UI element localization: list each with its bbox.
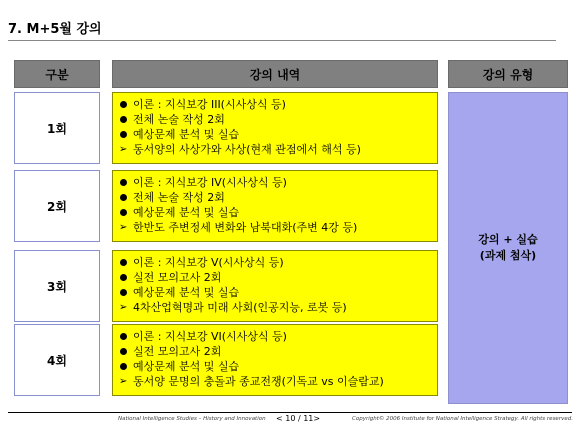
list-item — [119, 205, 431, 220]
item-text: 실전 모의고사 2회 — [133, 345, 222, 358]
header-lecture-content: 강의 내역 — [112, 60, 438, 88]
bullet-icon — [119, 359, 133, 374]
lecture-type-text: 강의 + 실습 — [478, 233, 538, 246]
list-item — [119, 190, 431, 205]
bullet-icon — [119, 112, 133, 127]
list-item — [119, 374, 431, 389]
item-text: 동서양의 사상가와 사상(현재 관점에서 해석 등) — [133, 143, 361, 156]
list-item — [119, 285, 431, 300]
list-item — [119, 329, 431, 344]
list-item — [119, 112, 431, 127]
title-divider — [8, 40, 556, 41]
bullet-icon — [119, 285, 133, 300]
arrow-bullet-icon: ➢ — [119, 376, 128, 387]
footer-copyright: Copyright© 2006 Institute for National Intelligence Strategy. All rights reserved. — [352, 416, 573, 422]
bullet-icon — [119, 97, 133, 112]
page-number: < 10 / 11> — [276, 414, 321, 423]
bullet-icon — [119, 344, 133, 359]
slide-title: 7. M+5월 강의 — [8, 22, 102, 37]
lecture-type-cell — [448, 92, 568, 404]
arrow-bullet-icon: ➢ — [119, 144, 128, 155]
list-item — [119, 220, 431, 235]
list-item — [119, 142, 431, 157]
session-label: 4회 — [14, 324, 100, 396]
session-content — [112, 250, 438, 322]
bullet-icon — [119, 270, 133, 285]
arrow-bullet-icon: ➢ — [119, 222, 128, 233]
footer-divider — [8, 412, 572, 413]
list-item — [119, 359, 431, 374]
arrow-bullet-icon: ➢ — [119, 302, 128, 313]
header-category: 구분 — [14, 60, 100, 88]
item-text: 전체 논술 작성 2회 — [133, 113, 225, 126]
bullet-icon — [119, 127, 133, 142]
item-text: 전체 논술 작성 2회 — [133, 191, 225, 204]
list-item — [119, 175, 431, 190]
item-text: 예상문제 분석 및 실습 — [133, 286, 240, 299]
bullet-icon — [119, 255, 133, 270]
session-label: 3회 — [14, 250, 100, 322]
footer-course-name: National Intelligence Studies – History and Innovation — [118, 416, 266, 422]
item-text: 한반도 주변정세 변화와 남북대화(주변 4강 등) — [133, 221, 358, 234]
session-content — [112, 170, 438, 242]
header-lecture-type: 강의 유형 — [448, 60, 568, 88]
list-item — [119, 127, 431, 142]
list-item — [119, 344, 431, 359]
item-text: 이론 : 지식보강 V(시사상식 등) — [133, 256, 284, 269]
item-text: 예상문제 분석 및 실습 — [133, 128, 240, 141]
item-text: 4차산업혁명과 미래 사회(인공지능, 로봇 등) — [133, 301, 347, 314]
session-label: 2회 — [14, 170, 100, 242]
item-text: 이론 : 지식보강 IV(시사상식 등) — [133, 176, 287, 189]
session-content — [112, 92, 438, 164]
item-text: 이론 : 지식보강 III(시사상식 등) — [133, 98, 286, 111]
item-text: 예상문제 분석 및 실습 — [133, 206, 240, 219]
item-text: 이론 : 지식보강 VI(시사상식 등) — [133, 330, 287, 343]
session-label: 1회 — [14, 92, 100, 164]
bullet-icon — [119, 329, 133, 344]
list-item — [119, 300, 431, 315]
list-item — [119, 255, 431, 270]
bullet-icon — [119, 190, 133, 205]
item-text: 동서양 문명의 충돌과 종교전쟁(기독교 vs 이슬람교) — [133, 375, 384, 388]
list-item — [119, 270, 431, 285]
bullet-icon — [119, 205, 133, 220]
item-text: 실전 모의고사 2회 — [133, 271, 222, 284]
session-content — [112, 324, 438, 396]
bullet-icon — [119, 175, 133, 190]
list-item — [119, 97, 431, 112]
item-text: 예상문제 분석 및 실습 — [133, 360, 240, 373]
lecture-type-note: (과제 첨삭) — [479, 249, 537, 262]
